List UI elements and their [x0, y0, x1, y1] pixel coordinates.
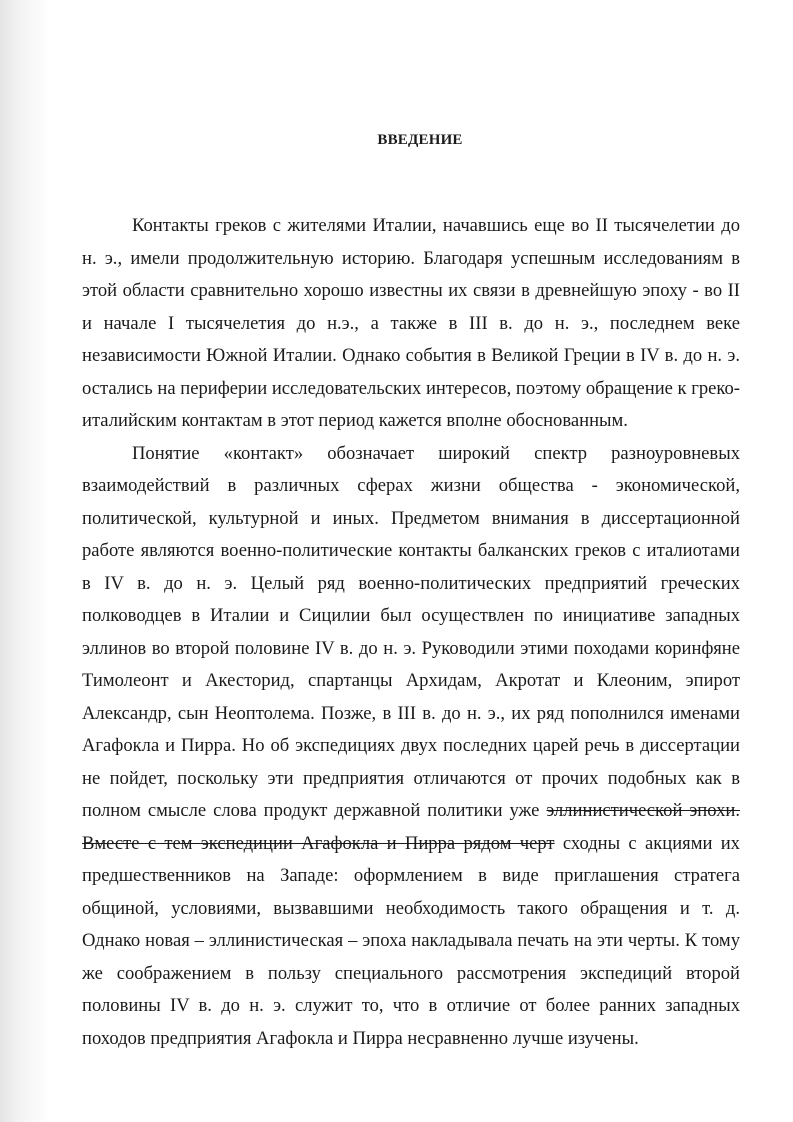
paragraph-2-text-after: сходны с акциями их предшественников на Западе: оформлением в виде приглашения стратега общиной, условиями, вызвавшими необходимость такого обращения и т. д. Однако новая – эллинистическая – эпоха накладывала печать на эти черты. К тому же соображением в пользу специального рассмотрения экспедиций второй половины IV в. до н. э. служит то, что в отличие от более ранних западных походов предприятия Агафокла и Пирра несравненно лучше изучены. — [82, 832, 740, 1049]
paragraph-2 — [82, 438, 740, 1056]
document-body — [82, 210, 740, 1055]
scan-edge-shadow — [0, 0, 50, 1122]
paragraph-2-struck-text: эллинистической эпохи. Вместе с тем экспедиции Агафокла и Пирра рядом черт — [82, 800, 740, 854]
paragraph-1 — [82, 210, 740, 438]
page-title: ВВЕДЕНИЕ — [377, 132, 463, 148]
paragraph-2-text-before: Понятие «контакт» обозначает широкий спектр разноуровневых взаимодействий в различных сферах жизни общества - экономической, политической, культурной и иных. Предметом внимания в диссертационной работе являются военно-политические контакты балканских греков с италиотами в IV в. до н. э. Целый ряд военно-политических предприятий греческих полководцев в Италии и Сицилии был осуществлен по инициативе западных эллинов во второй половине IV в. до н. э. Руководили этими походами коринфяне Тимолеонт и Акесторид, спартанцы Архидам, Акротат и Клеоним, эпирот Александр, сын Неоптолема. Позже, в III в. до н. э., их ряд пополнился именами Агафокла и Пирра. Но об экспедициях двух последних царей речь в диссертации не пойдет, поскольку эти предприятия отличаются от прочих подобных как в полном смысле слова продукт державной политики уже — [82, 442, 740, 821]
paragraph-1-text: Контакты греков с жителями Италии, начавшись еще во II тысячелетии до н. э., имели продолжительную историю. Благодаря успешным исследованиям в этой области сравнительно хорошо известны их связи в древнейшую эпоху - во II и начале I тысячелетия до н.э., а также в III в. до н. э., последнем веке независимости Южной Италии. Однако события в Великой Греции в IV в. до н. э. остались на периферии исследовательских интересов, поэтому обращение к греко-италийским контактам в этот период кажется вполне обоснованным. — [82, 215, 740, 431]
